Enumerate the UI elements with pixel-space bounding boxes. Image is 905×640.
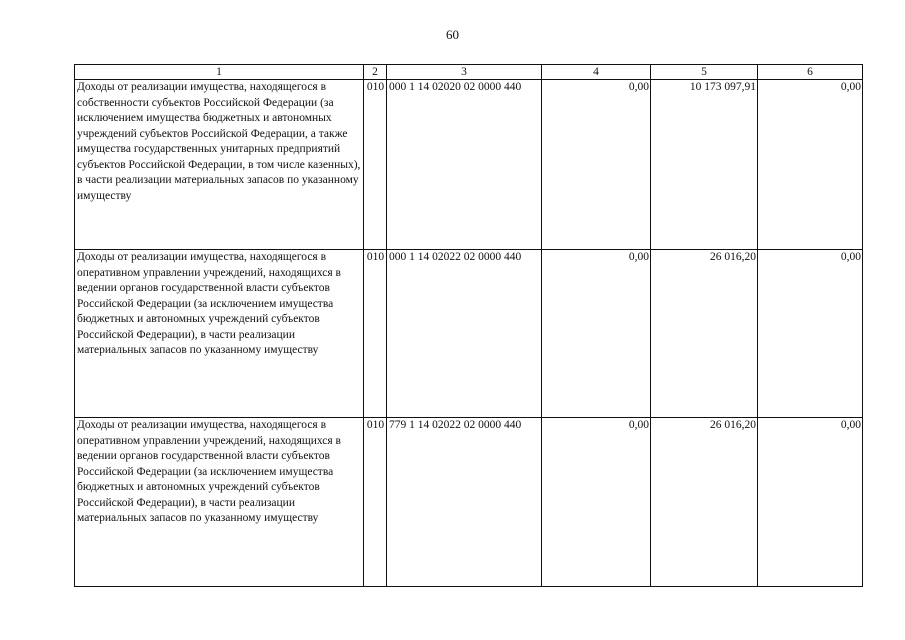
row-code: 010 — [364, 80, 387, 250]
row-code: 010 — [364, 418, 387, 587]
column-header: 6 — [758, 65, 863, 80]
table-row — [75, 418, 863, 587]
value-column-6: 0,00 — [758, 250, 863, 418]
value-column-4: 0,00 — [542, 418, 651, 587]
budget-classification-code: 000 1 14 02022 02 0000 440 — [387, 250, 542, 418]
value-column-5: 26 016,20 — [651, 418, 758, 587]
table-header-row — [75, 65, 863, 80]
value-column-5: 10 173 097,91 — [651, 80, 758, 250]
budget-classification-code: 000 1 14 02020 02 0000 440 — [387, 80, 542, 250]
value-column-5: 26 016,20 — [651, 250, 758, 418]
budget-classification-code: 779 1 14 02022 02 0000 440 — [387, 418, 542, 587]
value-column-6: 0,00 — [758, 418, 863, 587]
value-column-4: 0,00 — [542, 250, 651, 418]
income-description: Доходы от реализации имущества, находящегося в оперативном управлении учреждений, находящихся в ведении органов государственной власти субъектов Российской Федерации (за исключением имущества бюджетных и автономных учреждений субъектов Российской Федерации), в части реализации материальных запасов по указанному имуществу — [75, 418, 364, 587]
column-header: 1 — [75, 65, 364, 80]
value-column-4: 0,00 — [542, 80, 651, 250]
column-header: 3 — [387, 65, 542, 80]
table-row — [75, 80, 863, 250]
income-description: Доходы от реализации имущества, находящегося в собственности субъектов Российской Федерации (за исключением имущества бюджетных и автономных учреждений субъектов Российской Федерации, а также имущества государственных унитарных предприятий субъектов Российской Федерации, в том числе казенных), в части реализации материальных запасов по указанному имуществу — [75, 80, 364, 250]
value-column-6: 0,00 — [758, 80, 863, 250]
column-header: 5 — [651, 65, 758, 80]
column-header: 2 — [364, 65, 387, 80]
page-number: 60 — [446, 27, 459, 42]
income-description: Доходы от реализации имущества, находящегося в оперативном управлении учреждений, находящихся в ведении органов государственной власти субъектов Российской Федерации (за исключением имущества бюджетных и автономных учреждений субъектов Российской Федерации), в части реализации материальных запасов по указанному имуществу — [75, 250, 364, 418]
column-header: 4 — [542, 65, 651, 80]
revenue-table — [74, 64, 863, 587]
table-row — [75, 250, 863, 418]
row-code: 010 — [364, 250, 387, 418]
